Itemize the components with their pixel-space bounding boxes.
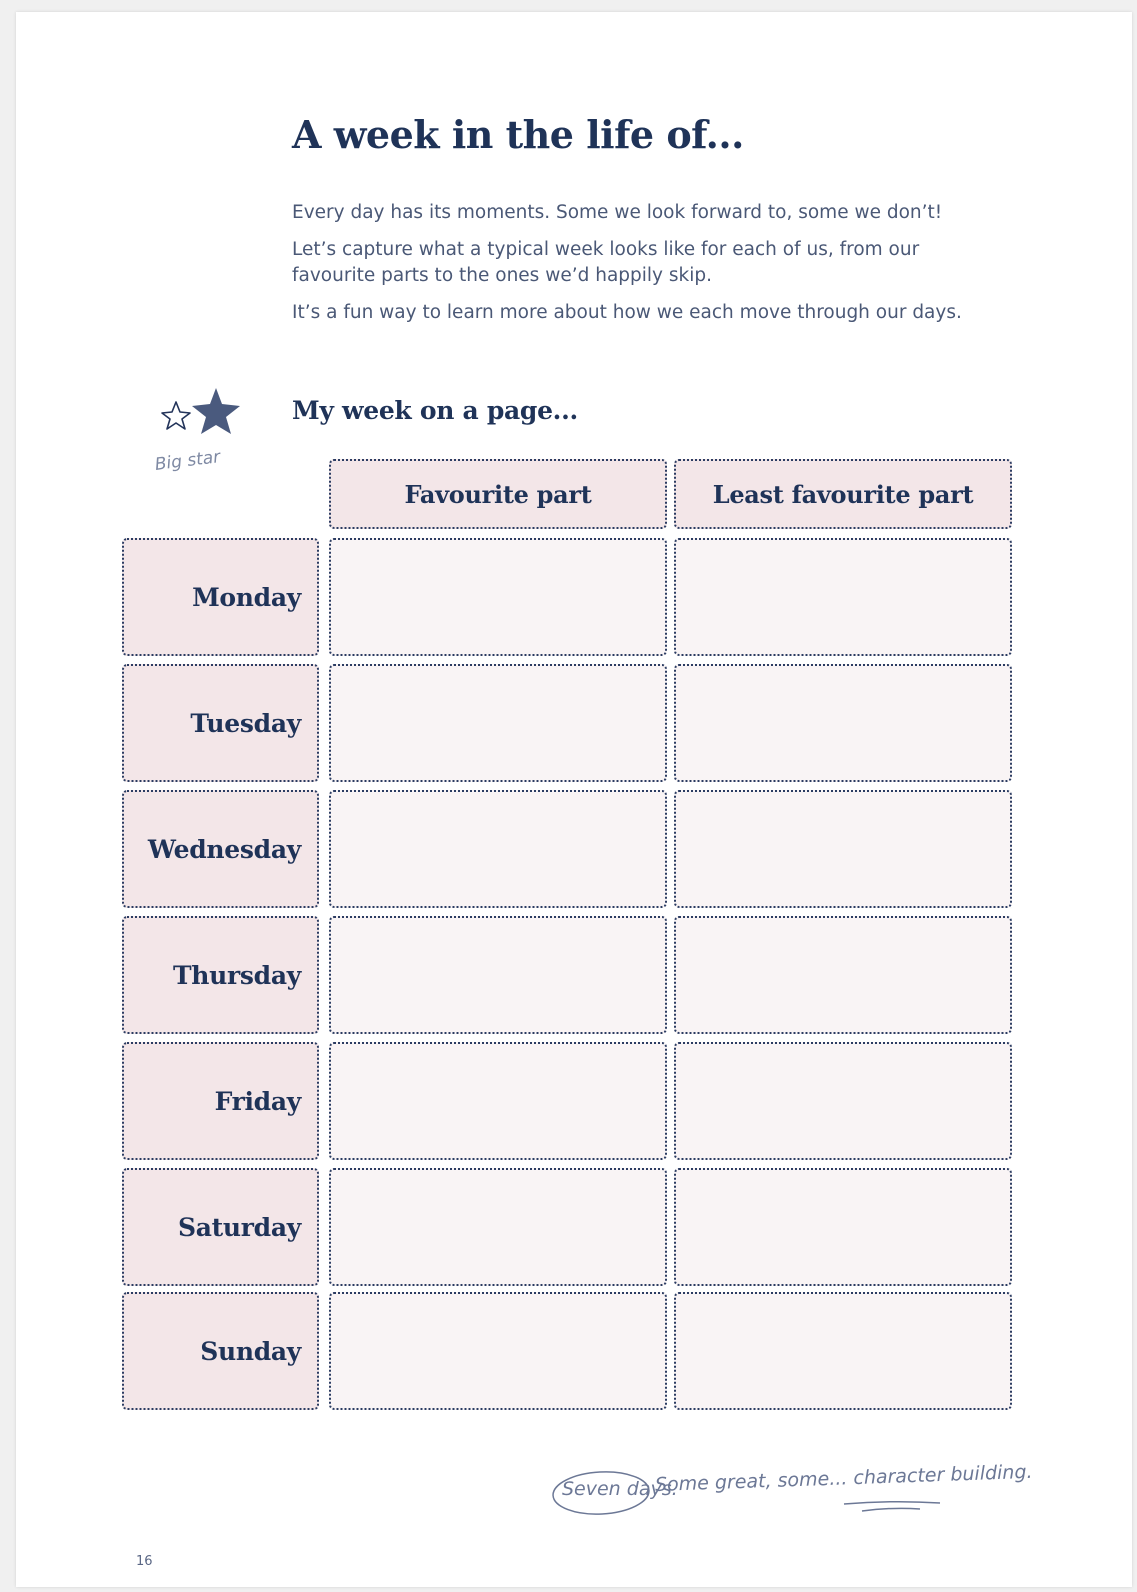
page-number: 16 bbox=[136, 1554, 153, 1569]
header-least-favourite-part: Least favourite part bbox=[674, 459, 1012, 529]
favourite-entry-tuesday[interactable] bbox=[329, 664, 667, 782]
star-outline-icon bbox=[162, 402, 190, 429]
worksheet-page bbox=[16, 12, 1132, 1587]
day-label-thursday: Thursday bbox=[122, 916, 319, 1034]
day-label-tuesday: Tuesday bbox=[122, 664, 319, 782]
star-filled-icon bbox=[192, 388, 240, 434]
least-favourite-entry-friday[interactable] bbox=[674, 1042, 1012, 1160]
section-subtitle: My week on a page... bbox=[292, 396, 578, 425]
intro-paragraph: Every day has its moments. Some we look forward to, some we don’t! bbox=[292, 202, 943, 223]
least-favourite-entry-thursday[interactable] bbox=[674, 916, 1012, 1034]
least-favourite-entry-tuesday[interactable] bbox=[674, 664, 1012, 782]
day-label-monday: Monday bbox=[122, 538, 319, 656]
day-label-wednesday: Wednesday bbox=[122, 790, 319, 908]
intro-text bbox=[292, 200, 992, 337]
intro-paragraph: Let’s capture what a typical week looks like for each of us, from our favourite parts to the ones we’d happily skip. bbox=[292, 239, 920, 286]
day-label-saturday: Saturday bbox=[122, 1168, 319, 1286]
footnote-text: Some great, some... character building. bbox=[654, 1460, 1033, 1496]
header-favourite-part: Favourite part bbox=[329, 459, 667, 529]
handwritten-footnote bbox=[551, 1460, 1033, 1537]
page-title: A week in the life of... bbox=[292, 112, 744, 157]
favourite-entry-friday[interactable] bbox=[329, 1042, 667, 1160]
favourite-entry-saturday[interactable] bbox=[329, 1168, 667, 1286]
least-favourite-entry-sunday[interactable] bbox=[674, 1292, 1012, 1410]
day-label-sunday: Sunday bbox=[122, 1292, 319, 1410]
favourite-entry-sunday[interactable] bbox=[329, 1292, 667, 1410]
favourite-entry-monday[interactable] bbox=[329, 538, 667, 656]
least-favourite-entry-saturday[interactable] bbox=[674, 1168, 1012, 1286]
big-star-label: Big star bbox=[153, 447, 222, 475]
favourite-entry-thursday[interactable] bbox=[329, 916, 667, 1034]
intro-paragraph: It’s a fun way to learn more about how we each move through our days. bbox=[292, 302, 962, 323]
favourite-entry-wednesday[interactable] bbox=[329, 790, 667, 908]
least-favourite-entry-wednesday[interactable] bbox=[674, 790, 1012, 908]
footnote-circled-text: Seven days. bbox=[562, 1478, 678, 1500]
underline-doodle-icon bbox=[842, 1500, 942, 1514]
stars-illustration bbox=[159, 387, 249, 447]
least-favourite-entry-monday[interactable] bbox=[674, 538, 1012, 656]
day-label-friday: Friday bbox=[122, 1042, 319, 1160]
